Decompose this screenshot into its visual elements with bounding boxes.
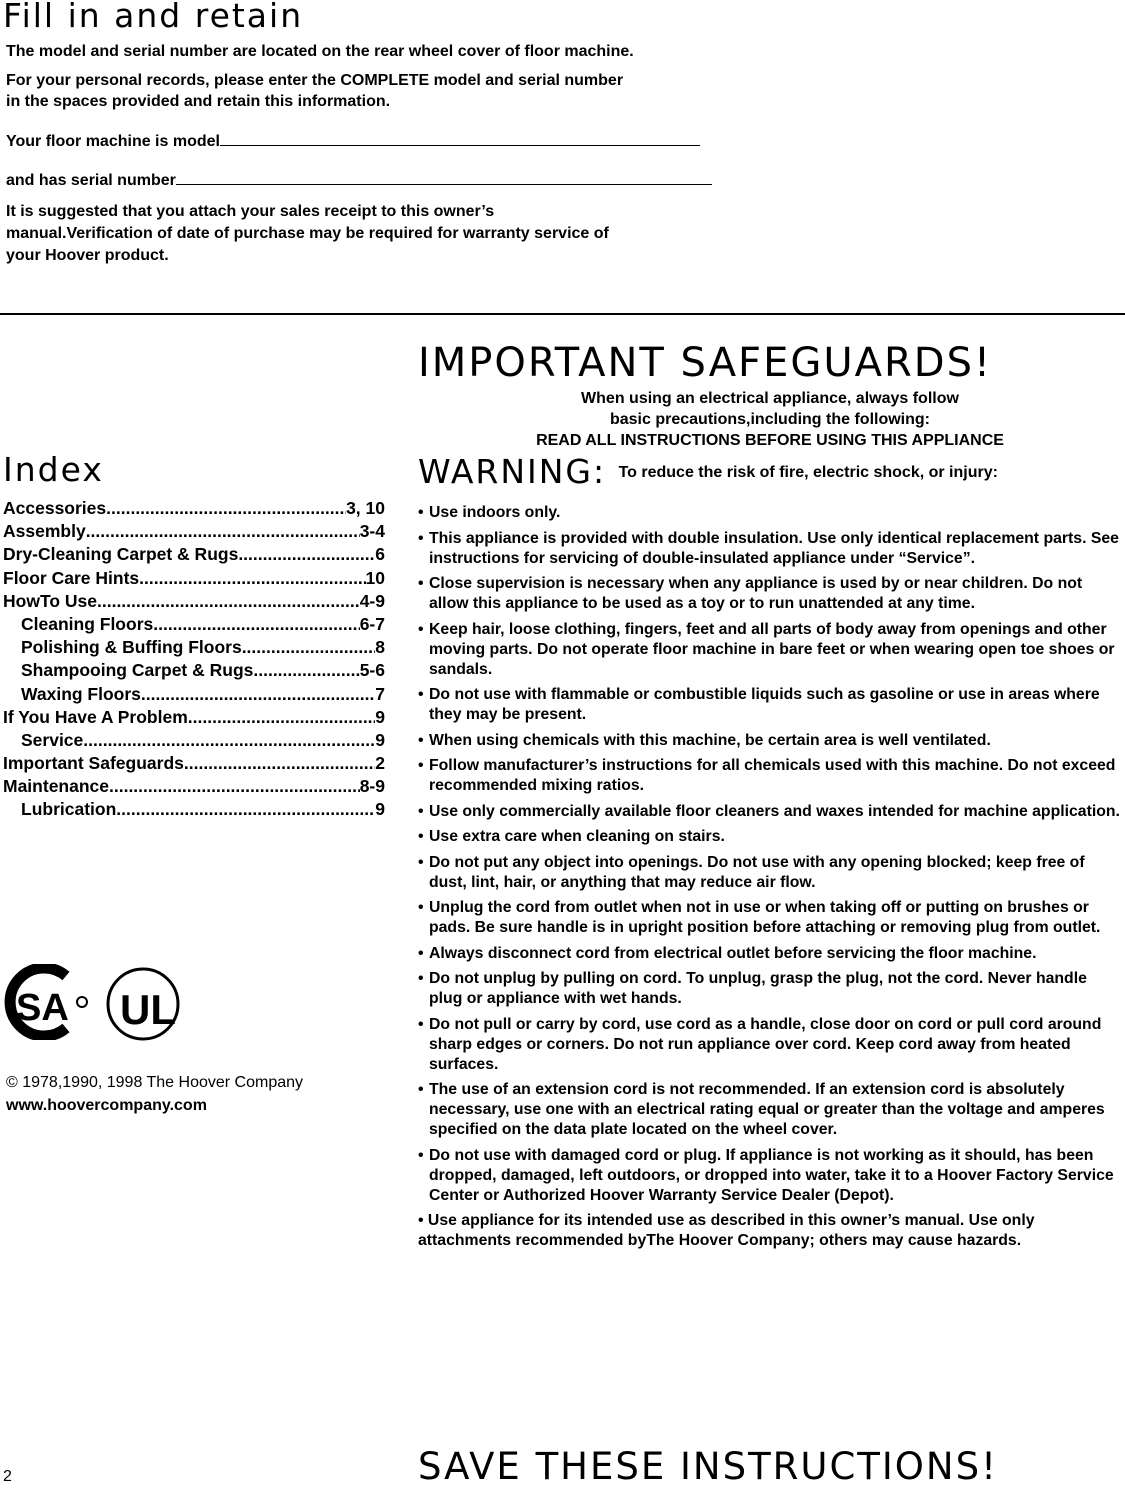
safeguard-text: Use only commercially available floor cleaners and waxes intended for machine application. (429, 802, 1120, 820)
index-entry-page: 6-7 (359, 613, 385, 634)
index-entry (3, 590, 385, 613)
receipt-1: It is suggested that you attach your sales receipt to this owner’s (6, 203, 495, 220)
copyright: © 1978,1990, 1998 The Hoover Company (6, 1074, 304, 1091)
dot-leader (139, 567, 365, 590)
index-entry-page: 10 (365, 567, 385, 588)
dot-leader (242, 636, 376, 659)
index-entry (3, 497, 385, 520)
bullet-icon: • (418, 686, 424, 703)
index-entry (3, 520, 385, 543)
bullet-icon: • (418, 757, 424, 774)
safeguard-item (418, 1015, 1122, 1075)
index-entry-page: 7 (375, 683, 385, 704)
dot-leader (97, 590, 360, 613)
index-entry-label: Service (21, 729, 84, 750)
safeguard-item (418, 944, 1122, 964)
dot-leader (153, 613, 359, 636)
bullet-icon: • (418, 944, 424, 962)
bullet-icon: • (418, 1081, 424, 1098)
index-entry-label: Assembly (3, 521, 86, 542)
safeguard-item (418, 898, 1122, 938)
safeguard-text: Do not pull or carry by cord, use cord as a handle, close door on cord or pull cord around sharp edges or corners. Do not run appliance over cord. Keep cord away from heated surfaces. (429, 1015, 1102, 1073)
safeguard-text: Do not use with flammable or combustible liquids such as gasoline or use in areas where they may be present. (429, 686, 1100, 723)
safeguard-item (418, 1146, 1122, 1206)
bullet-icon: • (418, 970, 424, 987)
index-entry (3, 567, 385, 590)
safeguard-text: Follow manufacturer’s instructions for all chemicals used with this machine. Do not exceed recommended mixing ratios. (429, 757, 1116, 794)
index-entry-label: Accessories (3, 498, 107, 518)
bullet-icon: • (418, 899, 424, 916)
index-entry-page: 9 (375, 729, 385, 750)
bullet-icon: • (418, 731, 424, 749)
safeguard-text: Use indoors only. (429, 504, 561, 521)
receipt-3: your Hoover product. (6, 247, 169, 264)
index-entry-label: Important Safeguards (3, 753, 184, 774)
index-entry (3, 636, 385, 659)
safeguard-item (418, 620, 1122, 680)
safeguard-text: Do not unplug by pulling on cord. To unplug, grasp the plug, not the cord. Never handle plug or appliance with wet hands. (429, 970, 1087, 1007)
fill-in-title: Fill in and retain (3, 0, 304, 35)
bullet-icon: • (418, 1015, 424, 1033)
website-link[interactable]: www.hoovercompany.com (6, 1097, 207, 1114)
index-entry-page: 5-6 (359, 660, 385, 681)
bullet-icon: • (418, 802, 424, 820)
index-entry-page: 9 (375, 799, 385, 820)
bullet-icon: • (418, 620, 424, 638)
index-title: Index (3, 450, 104, 489)
safeguard-text: This appliance is provided with double insulation. Use only identical replacement parts. See instructions for servicing of double-insulated appliance under “Service”. (429, 529, 1119, 567)
safeguard-item (418, 685, 1122, 725)
index-entry-page: 9 (375, 706, 385, 727)
index-entry-label: Floor Care Hints (3, 567, 140, 588)
warning-text: To reduce the risk of fire, electric shock, or injury: (618, 464, 998, 481)
index-entry-label: Dry-Cleaning Carpet & Rugs (3, 544, 239, 565)
index-entry (3, 613, 385, 636)
safeguard-text: Unplug the cord from outlet when not in use or when taking off or putting on brushes or pads. Be sure handle is in upright position before attaching or removing plug from outlet. (429, 899, 1101, 936)
dot-leader (109, 775, 360, 798)
safeguard-item (418, 574, 1122, 614)
safeguard-item (418, 827, 1122, 847)
serial-field[interactable] (176, 170, 712, 185)
warning-row (418, 452, 998, 491)
index-entry-label: HowTo Use (3, 590, 97, 611)
save-instructions: SAVE THESE INSTRUCTIONS! (418, 1445, 998, 1488)
dot-leader (106, 497, 346, 520)
index-entry (3, 706, 385, 729)
safeguard-list (418, 503, 1122, 1257)
index-entry-label: Waxing Floors (21, 683, 141, 704)
csa-logo (4, 964, 94, 1045)
index-entry-page: 8 (375, 637, 385, 658)
bullet-icon: • (418, 575, 424, 592)
bullet-icon: • (418, 853, 424, 871)
bullet-icon: • (418, 529, 424, 547)
safeguard-text: Always disconnect cord from electrical outlet before servicing the floor machine. (429, 944, 1037, 962)
records-note-2: in the spaces provided and retain this information. (6, 93, 391, 110)
model-label: Your floor machine is model (6, 133, 220, 150)
index-entry-label: Shampooing Carpet & Rugs (21, 660, 254, 681)
index-entry-label: Maintenance (3, 776, 109, 797)
index-entry-page: 4-9 (359, 590, 385, 611)
dot-leader (238, 543, 375, 566)
index-entry-label: If You Have A Problem (3, 706, 188, 727)
svg-text:UL: UL (120, 986, 176, 1033)
safeguard-item (418, 969, 1122, 1009)
svg-text:SA: SA (16, 987, 69, 1029)
intro-line-2: basic precautions,including the following: (609, 411, 930, 428)
dot-leader (116, 798, 375, 821)
index-entry (3, 752, 385, 775)
intro-line-1: When using an electrical appliance, always follow (581, 390, 959, 407)
safeguard-text: Use extra care when cleaning on stairs. (429, 828, 725, 845)
index-entry-label: Lubrication (21, 799, 117, 820)
index-entry-page: 2 (375, 753, 385, 774)
receipt-2: manual.Verification of date of purchase may be required for warranty service of (6, 225, 609, 242)
index-entry-label: Cleaning Floors (21, 613, 154, 634)
location-note: The model and serial number are located on the rear wheel cover of floor machine. (6, 43, 634, 60)
index-entry (3, 543, 385, 566)
intro-line-3: READ ALL INSTRUCTIONS BEFORE USING THIS APPLIANCE (536, 432, 1004, 449)
index-entry-page: 3, 10 (346, 498, 385, 518)
dot-leader (83, 729, 375, 752)
safeguard-text: Do not put any object into openings. Do not use with any opening blocked; keep free of dust, lint, hair, or anything that may reduce air flow. (429, 853, 1085, 891)
dot-leader (86, 520, 360, 543)
index-entry-label: Polishing & Buffing Floors (21, 637, 242, 658)
safeguard-item (418, 503, 1122, 523)
bullet-icon: • (418, 1146, 424, 1164)
safeguard-item (418, 802, 1122, 822)
index-entry-page: 8-9 (359, 776, 385, 797)
safeguard-text: Do not use with damaged cord or plug. If appliance is not working as it should, has been dropped, damaged, left outdoors, or dropped into water, take it to a Hoover Factory Service Center or Authorized Hoover Warranty Service Dealer (Depot). (429, 1146, 1114, 1204)
model-field[interactable] (220, 131, 700, 146)
safeguard-item (418, 756, 1122, 796)
dot-leader (188, 706, 375, 729)
bullet-icon: • (418, 828, 424, 845)
serial-label: and has serial number (6, 172, 176, 189)
index-entry (3, 729, 385, 752)
bullet-icon: • (418, 504, 424, 521)
safeguard-text: The use of an extension cord is not recommended. If an extension cord is absolutely necessary, use one with an electrical rating equal or greater than the voltage and amperes specified on the data plate located on the wheel cover. (429, 1081, 1105, 1138)
index-entry-page: 3-4 (359, 521, 385, 542)
index-entry (3, 775, 385, 798)
index-list (3, 497, 385, 822)
records-note-1: For your personal records, please enter the COMPLETE model and serial number (6, 72, 624, 89)
safeguard-item (418, 731, 1122, 751)
safeguards-title: IMPORTANT SAFEGUARDS! (418, 340, 992, 386)
dot-leader (184, 752, 375, 775)
index-entry (3, 683, 385, 706)
index-entry (3, 659, 385, 682)
safeguard-item (418, 529, 1122, 569)
page-number: 2 (3, 1468, 12, 1485)
index-entry (3, 798, 385, 821)
safeguard-text: Keep hair, loose clothing, fingers, feet and all parts of body away from openings and other moving parts. Do not operate floor machine in bare feet or when wearing open toe shoes or sandals. (429, 620, 1115, 678)
serial-row (6, 170, 712, 191)
dot-leader (141, 683, 375, 706)
model-row (6, 131, 700, 152)
safeguard-text: Close supervision is necessary when any appliance is used by or near children. Do not allow this appliance to be used as a toy or to run unattended at any time. (429, 575, 1083, 612)
safeguard-item (418, 853, 1122, 893)
dot-leader (253, 659, 359, 682)
index-entry-page: 6 (375, 544, 385, 565)
safeguards-intro (418, 388, 1122, 451)
safeguard-text: When using chemicals with this machine, be certain area is well ventilated. (429, 731, 991, 749)
section-divider (0, 313, 1125, 315)
safeguard-item (418, 1080, 1122, 1140)
safeguard-item-final: • Use appliance for its intended use as described in this owner’s manual. Use only attachments recommended byThe Hoover Company; others may cause hazards. (418, 1212, 1035, 1249)
ul-logo (105, 966, 181, 1047)
warning-label: WARNING: (418, 452, 607, 491)
